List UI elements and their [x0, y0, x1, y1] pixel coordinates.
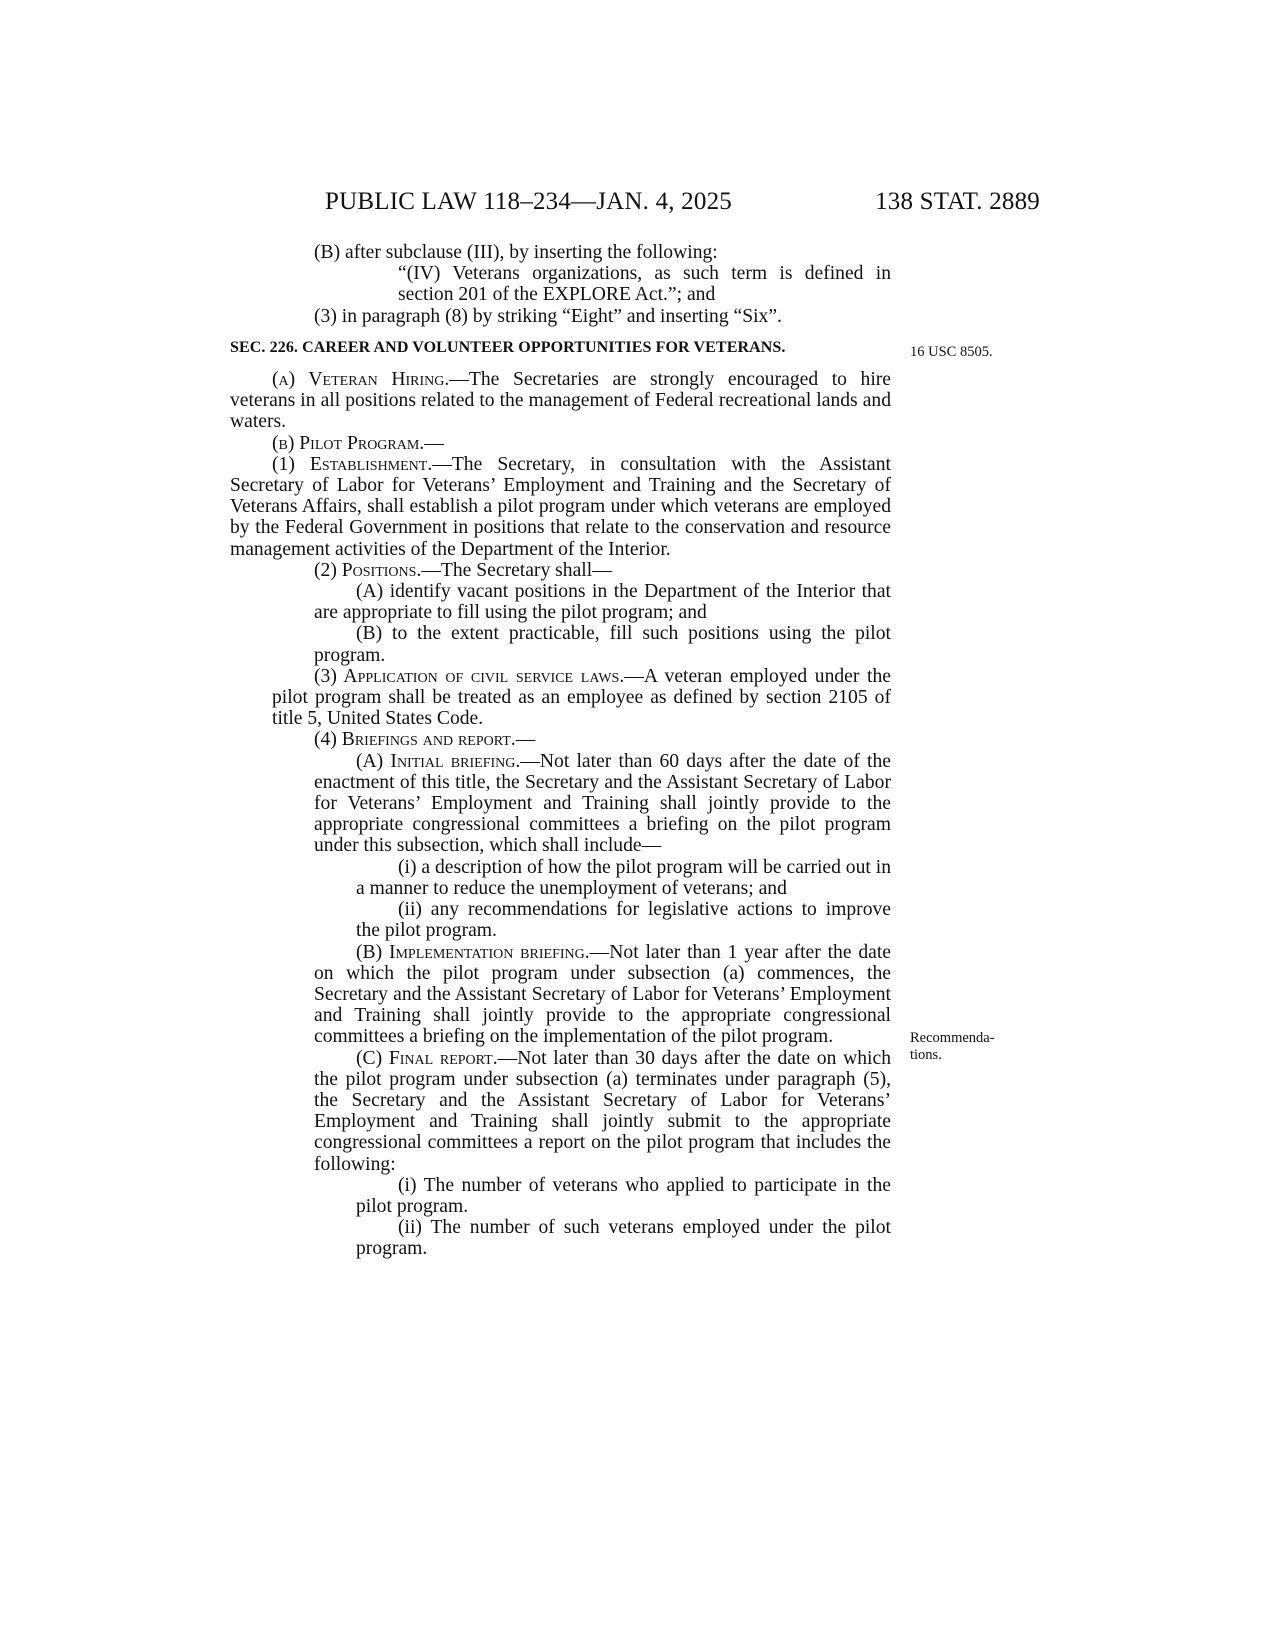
subsection-b-label: (b) Pilot Program.	[272, 432, 425, 454]
subsection-a-text: —The Secretaries are strongly encouraged to hire veterans in all positions related to the management of Federal recreational lands and waters.	[230, 369, 891, 433]
subparagraph-b2b: (B) to the extent practicable, fill such positions using the pilot program.	[314, 623, 891, 666]
quoted-subclause-text: “(IV) Veterans organizations, as such term is defined in section 201 of the EXPLORE Act.”; and	[398, 263, 891, 306]
paragraph-b3	[230, 666, 891, 730]
section-heading: SEC. 226. CAREER AND VOLUNTEER OPPORTUNITIES FOR VETERANS.	[230, 338, 786, 356]
margin-note-line-1: Recommenda-	[910, 1030, 995, 1046]
paragraph-b2-label: (2) Positions.	[314, 559, 422, 581]
subparagraph-b4a-text: —Not later than 60 days after the date of the enactment of this title, the Secretary and the Assistant Secretary of Labor for Veterans’ Employment and Training shall jointly provide to the appropriate congressional committees a briefing on the pilot program under this subsection, which shall include—	[314, 750, 891, 857]
subparagraph-b4c-text: —Not later than 30 days after the date on which the pilot program under subsection (a) terminates under paragraph (5), the Secretary and the Assistant Secretary of Labor for Veterans’ Employment and Training shall jointly submit to the appropriate congressional committees a report on the pilot program that includes the following:	[314, 1047, 891, 1175]
subparagraph-b4a-label: (A) Initial briefing.	[356, 750, 521, 772]
subparagraph-b4c	[230, 1048, 891, 1175]
paragraph-b2	[230, 560, 891, 581]
clause-b-subclause: (B) after subclause (III), by inserting the following:	[314, 242, 718, 263]
subsection-a	[230, 369, 891, 433]
stat-page-number: 138 STAT. 2889	[875, 188, 1040, 215]
margin-note-usc-citation: 16 USC 8505.	[910, 344, 993, 360]
paragraph-b4-text: —	[515, 729, 536, 751]
clause-b4c-i: (i) The number of veterans who applied to participate in the pilot program.	[356, 1174, 891, 1217]
paragraph-b4-label: (4) Briefings and report.	[314, 729, 516, 751]
subparagraph-b4b-label: (B) Implementation briefing.	[356, 941, 590, 963]
paragraph-b1-text: —The Secretary, in consultation with the Assistant Secretary of Labor for Veterans’ Employment and Training and the Secretary of Veterans Affairs, shall establish a pilot program under which veterans are employed by the Federal Government in positions that relate to the conservation and resource management activities of the Department of the Interior.	[230, 453, 891, 560]
subparagraph-b4c-label: (C) Final report.	[356, 1047, 498, 1069]
running-header	[230, 188, 1040, 218]
paragraph-b3-text: —A veteran employed under the pilot program shall be treated as an employee as defined by section 2105 of title 5, United States Code.	[272, 665, 891, 730]
paragraph-3: (3) in paragraph (8) by striking “Eight” and inserting “Six”.	[314, 305, 782, 327]
body-text	[230, 242, 891, 1260]
margin-note-recommendations	[910, 1030, 1020, 1064]
subparagraph-b2a: (A) identify vacant positions in the Department of the Interior that are appropriate to fill using the pilot program; and	[314, 581, 891, 624]
subsection-a-label: (a) Veteran Hiring.	[272, 369, 450, 391]
margin-note-line-2: tions.	[910, 1047, 942, 1063]
clause-b4c-ii: (ii) The number of such veterans employed under the pilot program.	[356, 1217, 891, 1260]
quoted-subclause-iv	[230, 263, 891, 305]
paragraph-b4	[230, 729, 891, 750]
paragraph-b2-text: —The Secretary shall—	[421, 559, 612, 581]
subparagraph-b4a	[230, 751, 891, 857]
subparagraph-b4b-text: —Not later than 1 year after the date on which the pilot program under subsection (a) commences, the Secretary and the Assistant Secretary of Labor for Veterans’ Employment and Training shall jointly provide to the appropriate congressional committees a briefing on the implementation of the pilot program.	[314, 941, 891, 1048]
clause-b4a-i: (i) a description of how the pilot program will be carried out in a manner to reduce the unemployment of veterans; and	[356, 856, 891, 899]
paragraph-b1	[188, 454, 891, 560]
paragraph-b3-label: (3) Application of civil service laws.	[314, 665, 625, 687]
public-law-title: PUBLIC LAW 118–234—JAN. 4, 2025	[325, 188, 732, 215]
clause-b4a-ii: (ii) any recommendations for legislative actions to improve the pilot program.	[356, 899, 891, 942]
subsection-b-text: —	[424, 432, 444, 454]
subsection-b	[230, 433, 891, 454]
subparagraph-b4b	[230, 942, 891, 1048]
paragraph-b1-label: (1) Establishment.	[272, 453, 433, 475]
